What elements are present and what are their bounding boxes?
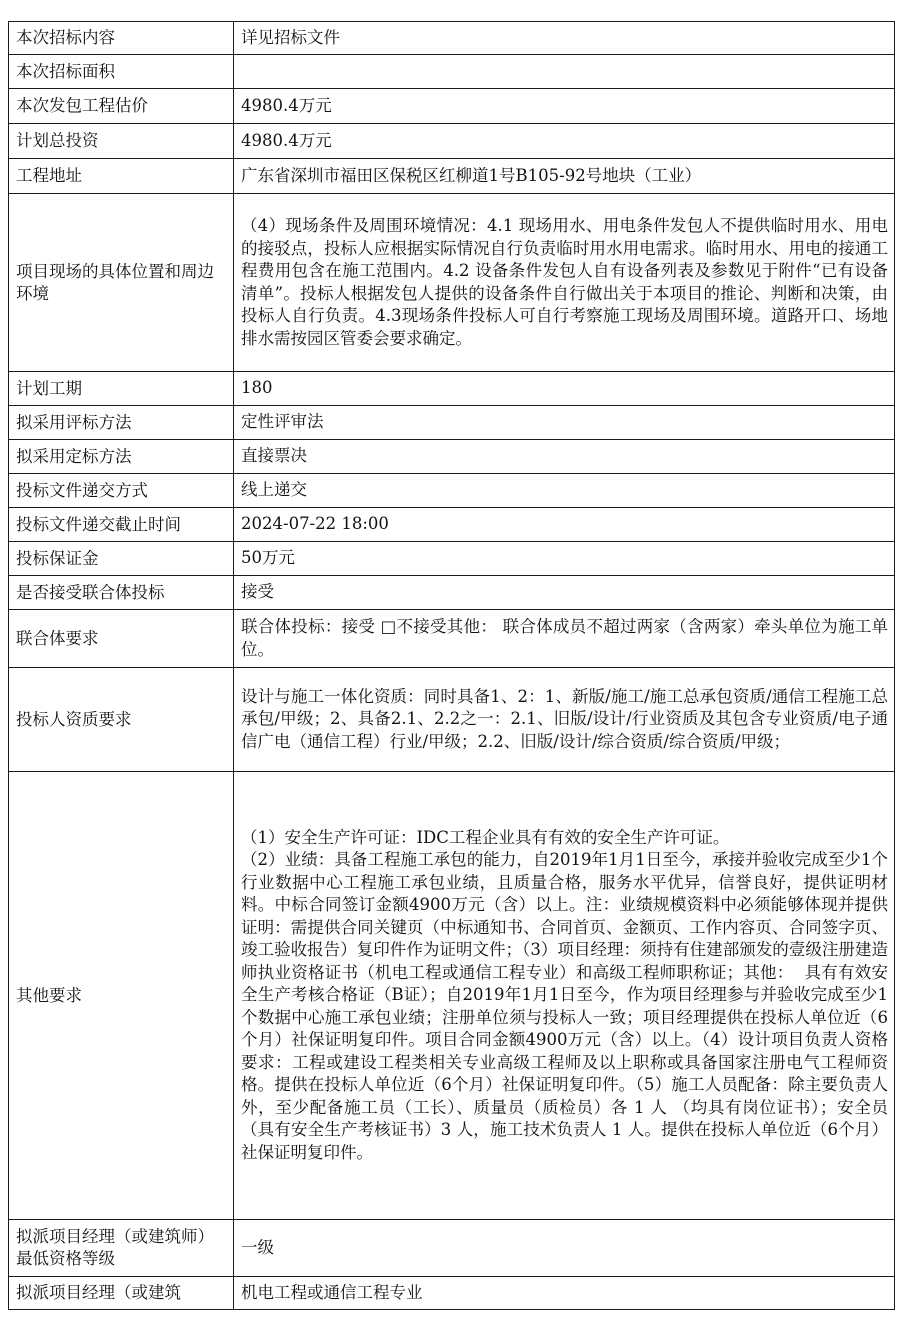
row-value: 联合体投标：接受 □不接受其他： 联合体成员不超过两家（含两家）牵头单位为施工单位。 — [234, 610, 895, 668]
bid-info-sheet — [8, 21, 894, 1310]
row-label: 计划总投资 — [9, 124, 234, 159]
table-row — [9, 406, 895, 440]
table-row — [9, 124, 895, 159]
row-value: 详见招标文件 — [234, 22, 895, 55]
row-value — [234, 55, 895, 89]
table-row — [9, 372, 895, 406]
row-value: 定性评审法 — [234, 406, 895, 440]
table-row — [9, 1220, 895, 1277]
row-label: 拟派项目经理（或建筑师）最低资格等级 — [9, 1220, 234, 1277]
table-row — [9, 89, 895, 124]
table-row — [9, 440, 895, 474]
row-label: 本次发包工程估价 — [9, 89, 234, 124]
table-row — [9, 1277, 895, 1310]
table-row — [9, 22, 895, 55]
row-label: 投标文件递交截止时间 — [9, 508, 234, 542]
row-label: 本次招标内容 — [9, 22, 234, 55]
row-label: 拟采用定标方法 — [9, 440, 234, 474]
row-label: 是否接受联合体投标 — [9, 576, 234, 610]
row-label: 工程地址 — [9, 159, 234, 194]
table-row — [9, 542, 895, 576]
row-value: （1）安全生产许可证：IDC工程企业具有有效的安全生产许可证。 （2）业绩：具备工程施工承包的能力，自2019年1月1日至今，承接并验收完成至少1个行业数据中心工程施工承包业绩，且质量合格，服务水平优异，信誉良好，提供证明材料。中标合同签订金额4900万元（含）以上。注：业绩规模资料中必须能够体现并提供证明：需提供合同关键页（中标通知书、合同首页、金额页、工作内容页、合同签字页、竣工验收报告）复印件作为证明文件；（3）项目经理：须持有住建部颁发的壹级注册建造师执业资格证书（机电工程或通信工程专业）和高级工程师职称证；其他： 具有有效安全生产考核合格证（B证）；自2019年1月1日至今，作为项目经理参与并验收完成至少1个数据中心施工承包业绩；注册单位须与投标人一致；项目经理提供在投标人单位近（6个月）社保证明复印件。项目合同金额4900万元（含）以上。（4）设计项目负责人资格要求：工程或建设工程类相关专业高级工程师及以上职称或具备国家注册电气工程师资格。提供在投标人单位近（6个月）社保证明复印件。（5）施工人员配备：除主要负责人外，至少配备施工员（工长）、质量员（质检员）各 1 人 （均具有岗位证书）；安全员（具有安全生产考核证书）3 人，施工技术负责人 1 人。提供在投标人单位近（6个月）社保证明复印件。 — [234, 772, 895, 1220]
row-value: 直接票决 — [234, 440, 895, 474]
row-value: 4980.4万元 — [234, 89, 895, 124]
table-row — [9, 576, 895, 610]
table-row — [9, 772, 895, 1220]
table-row — [9, 508, 895, 542]
row-label: 项目现场的具体位置和周边环境 — [9, 194, 234, 372]
table-row — [9, 668, 895, 772]
row-value: 180 — [234, 372, 895, 406]
table-row — [9, 159, 895, 194]
row-label: 拟派项目经理（或建筑 — [9, 1277, 234, 1310]
row-label: 投标人资质要求 — [9, 668, 234, 772]
table-row — [9, 474, 895, 508]
row-label: 其他要求 — [9, 772, 234, 1220]
row-value: 广东省深圳市福田区保税区红柳道1号B105-92号地块（工业） — [234, 159, 895, 194]
row-value: 线上递交 — [234, 474, 895, 508]
row-label: 联合体要求 — [9, 610, 234, 668]
row-label: 计划工期 — [9, 372, 234, 406]
table-row — [9, 55, 895, 89]
row-value: 机电工程或通信工程专业 — [234, 1277, 895, 1310]
row-label: 投标文件递交方式 — [9, 474, 234, 508]
row-value: 接受 — [234, 576, 895, 610]
bid-info-table — [8, 21, 895, 1310]
row-label: 本次招标面积 — [9, 55, 234, 89]
row-label: 拟采用评标方法 — [9, 406, 234, 440]
row-value: （4）现场条件及周围环境情况：4.1 现场用水、用电条件发包人不提供临时用水、用电的接驳点，投标人应根据实际情况自行负责临时用水用电需求。临时用水、用电的接通工程费用包含在施工范围内。4.2 设备条件发包人自有设备列表及参数见于附件“已有设备清单”。投标人根据发包人提供的设备条件自行做出关于本项目的推论、判断和决策，由投标人自行负责。4.3现场条件投标人可自行考察施工现场及周围环境。道路开口、场地排水需按园区管委会要求确定。 — [234, 194, 895, 372]
row-value: 2024-07-22 18:00 — [234, 508, 895, 542]
row-value: 设计与施工一体化资质：同时具备1、2：1、新版/施工/施工总承包资质/通信工程施工总承包/甲级；2、具备2.1、2.2之一：2.1、旧版/设计/行业资质及其包含专业资质/电子通信广电（通信工程）行业/甲级；2.2、旧版/设计/综合资质/综合资质/甲级； — [234, 668, 895, 772]
row-value: 4980.4万元 — [234, 124, 895, 159]
table-row — [9, 194, 895, 372]
row-value: 一级 — [234, 1220, 895, 1277]
row-value: 50万元 — [234, 542, 895, 576]
table-row — [9, 610, 895, 668]
row-label: 投标保证金 — [9, 542, 234, 576]
